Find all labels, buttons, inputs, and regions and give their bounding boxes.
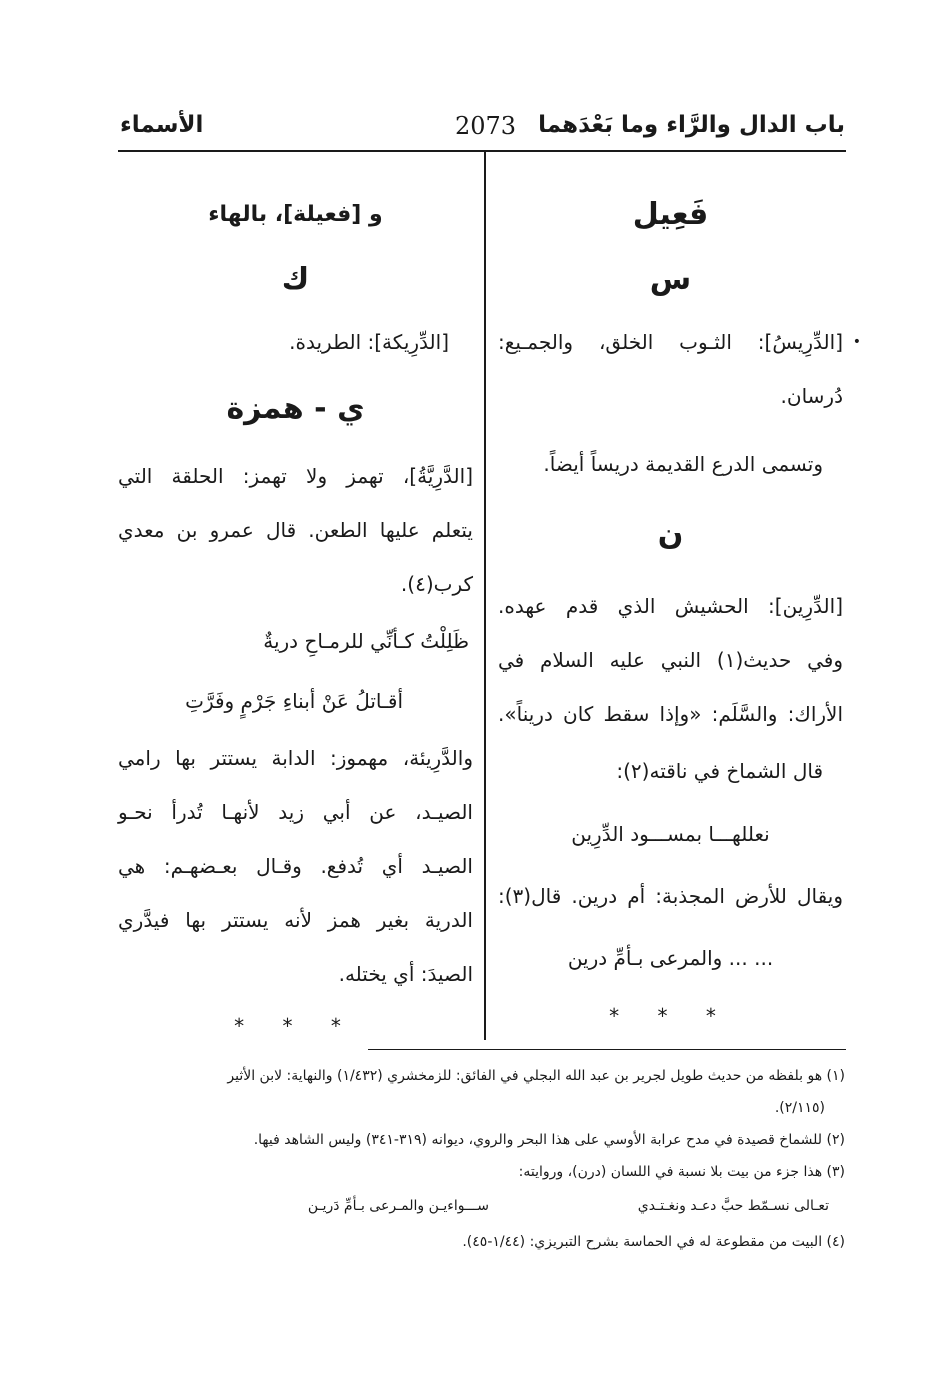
entry-dariia-line-4: الدرية بغير همز لأنه يستتر بها فيدَّري [118,908,473,932]
footnote-2: (٢) للشماخ قصيدة في مدح عرابة الأوسي على هذا البحر والروي، ديوانه (٣١٩-٣٤١) وليس الشاهد فيها. [253,1132,845,1148]
footnote-3-verse-second: ســـواءيـن والمـرعى بـأمِّ دَريـن [307,1198,489,1214]
entry-dariyya-line-1: [الدَّرِيَّةُ]، تهمز ولا تهمز: الحلقة التي [118,464,473,488]
entry-dariia-line-3: الصيـد أي تُدفع. وقـال بعـضهـم: هي [118,854,473,878]
letter-heading-kaf: ك [281,262,310,297]
section-heading-ya-hamza: ي - همزة [226,391,365,426]
entry-darin-line-4: قال الشماخ في ناقته(٢): [616,759,823,783]
entry-darin-line-2: وفي حديث(١) النبي عليه السلام في [498,648,843,672]
footnote-1-cont: (٢/١١٥). [774,1100,825,1116]
page-number: 2073 [455,112,517,140]
footnote-4: (٤) البيت من مقطوعة له في الحماسة بشرح التبريزي: (١/٤٤-٤٥). [462,1234,845,1250]
entry-dariia-line-1: والدَّرِيئة، مهموز: الدابة يستتر بها رامي [118,746,473,770]
entry-dariia-line-5: الصيدَ: أي يختله. [338,962,473,986]
verse-nualliluha: نعللهـــا بمســـود الدِّرِين [571,822,770,846]
footnote-3-verse-first: تعـالى نسـمّط حبَّ دعـد ونغـتـدي [637,1198,829,1214]
entry-daris-line-2: دُرسان. [780,384,843,408]
running-header-chapter: باب الدال والرَّاء وما بَعْدَهما [538,112,845,138]
section-heading-faeela: و [فعيلة]، بالهاء [208,202,383,227]
entry-daris-line-1: [الدِّرِيسُ]: الثـوب الخلق، والجمـيع: [498,330,843,354]
left-column [118,185,473,1051]
entry-daris-line-3: وتسمى الدرع القديمة دريساً أيضاً. [543,452,823,476]
entry-dariia-line-2: الصيـد، عن أبي زيد لأنهـا تُدرأ نحـو [118,800,473,824]
verse-zaliltu: ظَلِلْتُ كـأنِّي للرمـاحِ دريةٌ [263,629,469,653]
entry-darin-line-3: الأراك: والسَّلَم: «وإذا سقط كان دريناً». [498,702,843,726]
entry-darin-line-5: ويقال للأرض المجذبة: أم درين. قال(٣): [498,884,843,908]
footnote-3: (٣) هذا جزء من بيت بلا نسبة في اللسان (درن)، وروايته: [518,1164,845,1180]
entry-darika: [الدِّرِيكة]: الطريدة. [289,330,449,354]
entry-darin-line-1: [الدِّرِين]: الحشيش الذي قدم عهده. [498,594,843,618]
footnote-1: (١) هو بلفظه من حديث طويل لجرير بن عبد الله البجلي في الفائق: للزمخشري (١/٤٣٢) والنهاية: لابن الأثير [227,1068,845,1084]
footnote-rule [368,1049,846,1050]
letter-heading-nun: ن [657,517,684,552]
section-end-stars: * * * [609,1004,732,1028]
header-rule [118,150,846,152]
entry-dariyya-line-3: كرب(٤). [400,572,473,596]
column-divider [484,152,486,1040]
right-column [498,185,861,1041]
entry-dariyya-line-2: يتعلم عليها الطعن. قال عمرو بن معدي [118,518,473,542]
section-end-stars: * * * [234,1014,357,1038]
verse-uqatilu: أقـاتلُ عَنْ أبناءِ جَرْمٍ وفَرَّتِ [185,689,403,713]
verse-umm-darin: ... ... والمرعى بـأمِّ درين [567,946,774,970]
section-heading-faeel: فَعِيل [632,197,709,232]
running-header-section: الأسماء [120,112,204,138]
bullet-dot: • [852,334,861,350]
letter-heading-sin: س [649,262,692,297]
